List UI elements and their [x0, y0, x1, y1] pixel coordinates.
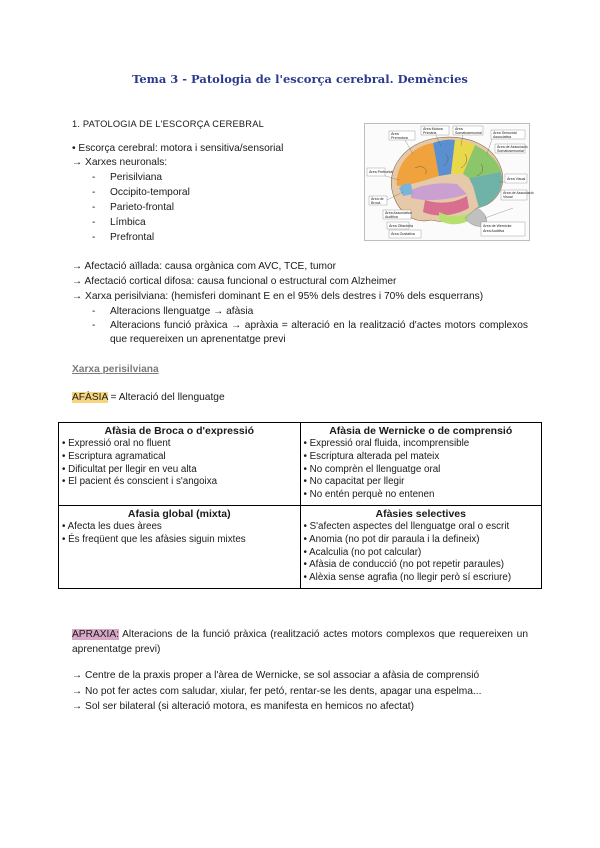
apraxia-term: APRAXIA: [72, 629, 119, 640]
svg-text:Àrea de Associació: Àrea de Associació [497, 145, 528, 149]
svg-text:Àrea Auditiva: Àrea Auditiva [483, 229, 505, 233]
list-item: • Dificultat per llegir en veu alta [62, 463, 197, 475]
svg-text:Somatosensorial: Somatosensorial [455, 131, 482, 135]
svg-text:Àrea Prefrontal: Àrea Prefrontal [369, 170, 394, 174]
svg-text:Auditiva: Auditiva [385, 215, 398, 219]
svg-text:Àrea Olfactòria: Àrea Olfactòria [389, 224, 413, 228]
list-item: • Acalculia (no pot calcular) [303, 546, 422, 558]
table-cell [59, 423, 301, 506]
perisilviana-heading: Xarxa perisilviana [72, 364, 159, 375]
section-heading: 1. PATOLOGIA DE L'ESCORÇA CEREBRAL [72, 119, 264, 129]
list-item: • Alèxia sense agrafia (no llegir però sí escriure) [303, 572, 512, 584]
table-cell [300, 423, 542, 506]
cell-title: Afàsies selectives [375, 507, 466, 520]
svg-text:Àrea Sensorial: Àrea Sensorial [493, 131, 517, 135]
svg-text:Associativa: Associativa [493, 135, 512, 139]
apraxia-line: → Centre de la praxis proper a l'àrea de Wernicke, se sol associar a afàsia de comprensió [72, 670, 480, 681]
affect-line: → Afectació aïllada: causa orgànica com AVC, TCE, tumor [72, 261, 337, 272]
network-item: - Perisilviana [92, 172, 163, 183]
list-item: • Escriptura alterada pel mateix [303, 450, 440, 462]
svg-text:Àrea Motora: Àrea Motora [423, 127, 443, 131]
svg-text:Àrea de Associació: Àrea de Associació [503, 191, 534, 195]
affect-subitem: - Alteracions funció pràxica → apràxia = alteració en la realització d'actes motors complexos que requereixen un aprenentatge previ [92, 320, 528, 345]
list-item: • S'afecten aspectes del llenguatge oral o escrit [303, 520, 510, 532]
network-item: - Parieto-frontal [92, 202, 174, 213]
list-item: • Escriptura agramatical [62, 450, 166, 462]
svg-text:Àrea: Àrea [391, 132, 399, 136]
cell-title: Afasia global (mixta) [127, 507, 231, 520]
affect-line: → Xarxa perisilviana: (hemisferi dominant E en el 95% dels destres i 70% dels esquerrans) [72, 291, 484, 302]
cell-title: Afàsia de Wernicke o de comprensió [329, 425, 513, 437]
cell-title: Afàsia de Broca o d'expressió [104, 425, 255, 437]
svg-text:Àrea: Àrea [455, 127, 463, 131]
list-item: • És freqüent que les afàsies siguin mixtes [62, 533, 246, 545]
table-cell [300, 505, 542, 588]
cortex-bullet: • Escorça cerebral: motora i sensitiva/sensorial [72, 143, 284, 154]
networks-intro: → Xarxes neuronals: [72, 157, 168, 168]
svg-text:Àrea Associativa: Àrea Associativa [385, 211, 412, 215]
apraxia-line: → No pot fer actes com saludar, xiular, fer petó, rentar-se les dents, apagar una espelma... [72, 686, 482, 697]
network-item: - Occipito-temporal [92, 187, 190, 198]
apraxia-definition: APRAXIA: Alteracions de la funció pràxica (realització actes motors complexos que requereixen un aprenentatge previ) [72, 629, 528, 655]
svg-text:Àrea Visual: Àrea Visual [507, 177, 526, 181]
svg-text:Somatosensorial: Somatosensorial [497, 149, 524, 153]
list-item: • Expressió oral fluida, incomprensible [303, 438, 470, 449]
list-item: • No comprèn el llenguatge oral [303, 463, 441, 475]
list-item: • No capacitat per llegir [303, 476, 405, 488]
aphasia-table [58, 422, 542, 589]
afasia-definition: AFÀSIA = Alteració del llenguatge [72, 392, 225, 403]
network-item: - Límbica [92, 217, 146, 228]
svg-text:Àrea Gustativa: Àrea Gustativa [391, 232, 415, 236]
svg-text:Premotora: Premotora [391, 136, 408, 140]
apraxia-line: → Sol ser bilateral (si alteració motora, es manifesta en hemicos no afectat) [72, 701, 414, 712]
afasia-term: AFÀSIA [72, 392, 108, 403]
list-item: • Anomia (no pot dir paraula i la defineix) [303, 533, 480, 545]
svg-text:Àrea de: Àrea de [371, 197, 384, 201]
list-item: • Afàsia de conducció (no pot repetir paraules) [303, 559, 505, 571]
brain-illustration [365, 124, 534, 240]
brain-diagram [364, 123, 534, 241]
list-item: • El pacient és conscient i s'angoixa [62, 476, 218, 488]
list-item: • Afecta les dues àrees [62, 520, 162, 532]
table-cell [59, 505, 301, 588]
svg-text:Brocà: Brocà [371, 201, 381, 205]
affect-subitem: - Alteracions llenguatge → afàsia [92, 306, 254, 317]
page-title: Tema 3 - Patologia de l'escorça cerebral. Demències [132, 72, 468, 86]
list-item: • No entén perquè no entenen [303, 489, 435, 501]
svg-text:Àrea de Wernicke: Àrea de Wernicke [483, 224, 512, 228]
affect-line: → Afectació cortical difosa: causa funcional o estructural com Alzheimer [72, 276, 397, 287]
svg-text:Primària: Primària [423, 131, 437, 135]
list-item: • Expressió oral no fluent [62, 438, 171, 449]
svg-text:Visual: Visual [503, 195, 513, 199]
network-item: - Prefrontal [92, 232, 155, 243]
